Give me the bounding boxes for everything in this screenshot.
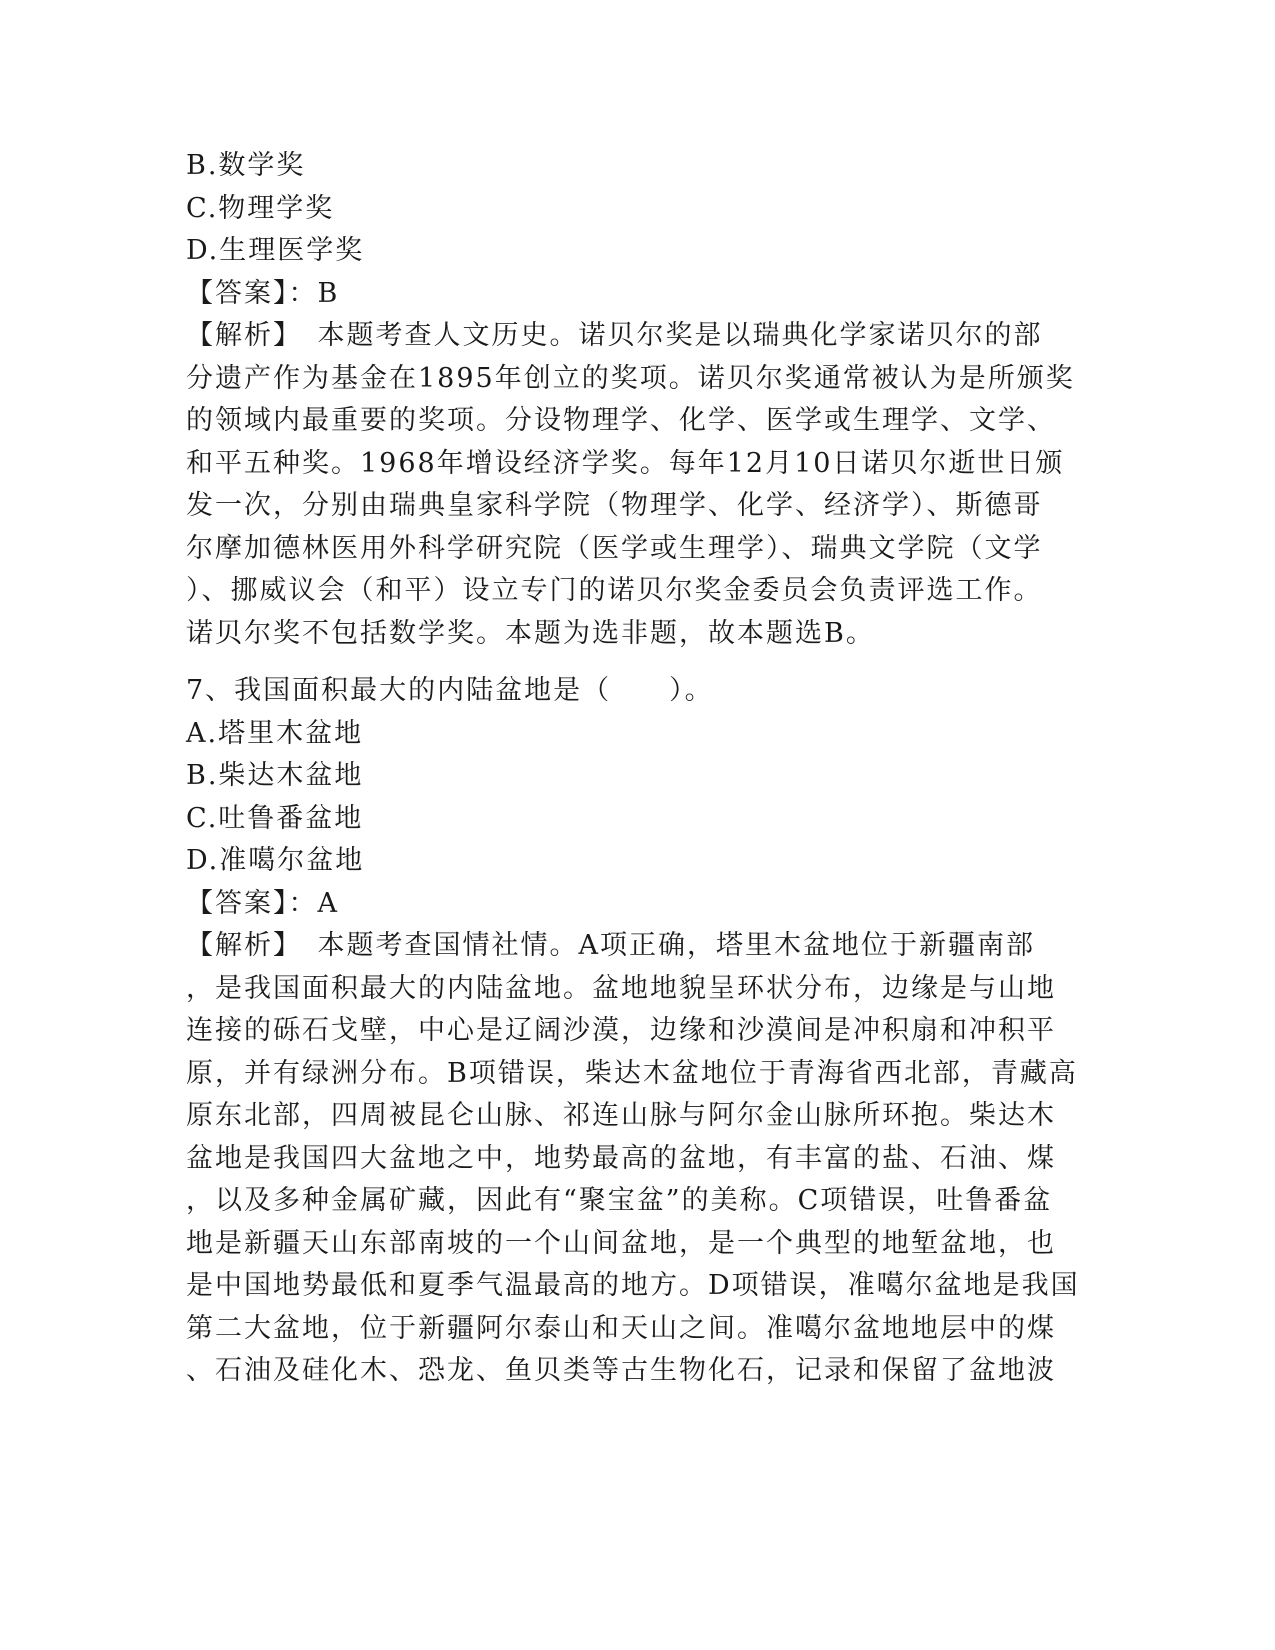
analysis-line: 发一次，分别由瑞典皇家科学院（物理学、化学、经济学）、斯德哥: [186, 490, 1043, 521]
option-d: D.生理医学奖: [186, 235, 365, 266]
analysis-line: 第二大盆地，位于新疆阿尔泰山和天山之间。准噶尔盆地地层中的煤: [186, 1312, 1056, 1344]
option-c: C.吐鲁番盆地: [186, 802, 364, 834]
analysis-line: 原东北部，四周被昆仑山脉、祁连山脉与阿尔金山脉所环抱。柴达木: [186, 1100, 1056, 1131]
analysis-line: 【解析】 本题考查国情社情。A项正确，塔里木盆地位于新疆南部: [186, 930, 1035, 961]
analysis-line: ，是我国面积最大的内陆盆地。盆地地貌呈环状分布，边缘是与山地: [186, 972, 1056, 1004]
analysis-line: 地是新疆天山东部南坡的一个山间盆地，是一个典型的地堑盆地，也: [186, 1227, 1056, 1259]
analysis-line: 、石油及硅化木、恐龙、鱼贝类等古生物化石，记录和保留了盆地波: [186, 1355, 1056, 1386]
analysis-line: 尔摩加德林医用外科学研究院（医学或生理学）、瑞典文学院（文学: [186, 532, 1043, 564]
analysis-line: 是中国地势最低和夏季气温最高的地方。D项错误，准噶尔盆地是我国: [186, 1270, 1080, 1301]
option-a: A.塔里木盆地: [186, 717, 364, 749]
option-b: B.柴达木盆地: [186, 760, 364, 791]
analysis-line: 【解析】 本题考查人文历史。诺贝尔奖是以瑞典化学家诺贝尔的部: [186, 320, 1043, 351]
analysis-line: 连接的砾石戈壁，中心是辽阔沙漠，边缘和沙漠间是冲积扇和冲积平: [186, 1015, 1056, 1046]
analysis-line: 诺贝尔奖不包括数学奖。本题为选非题，故本题选B。: [186, 617, 875, 649]
option-b: B.数学奖: [186, 150, 306, 181]
answer-line: 【答案】：B: [186, 277, 340, 309]
question-6-tail: [186, 145, 1086, 655]
analysis-line: 分遗产作为基金在1895年创立的奖项。诺贝尔奖通常被认为是所颁奖: [186, 362, 1075, 394]
option-c: C.物理学奖: [186, 192, 335, 224]
question-stem: 7、我国面积最大的内陆盆地是（ ）。: [186, 675, 714, 706]
analysis-line: 的领域内最重要的奖项。分设物理学、化学、医学或生理学、文学、: [186, 405, 1056, 436]
analysis-line: 盆地是我国四大盆地之中，地势最高的盆地，有丰富的盐、石油、煤: [186, 1142, 1056, 1174]
answer-line: 【答案】：A: [186, 887, 339, 919]
analysis-line: 和平五种奖。1968年增设经济学奖。每年12月10日诺贝尔逝世日颁: [186, 447, 1065, 479]
question-7: [186, 670, 1086, 1393]
analysis-line: ，以及多种金属矿藏，因此有“聚宝盆”的美称。C项错误，吐鲁番盆: [186, 1185, 1053, 1216]
analysis-line: ）、挪威议会（和平）设立专门的诺贝尔奖金委员会负责评选工作。: [186, 575, 1043, 606]
option-d: D.准噶尔盆地: [186, 845, 365, 876]
section-gap: [186, 655, 1086, 670]
analysis-line: 原，并有绿洲分布。B项错误，柴达木盆地位于青海省西北部，青藏高: [186, 1057, 1078, 1089]
document-page: [186, 145, 1086, 1393]
